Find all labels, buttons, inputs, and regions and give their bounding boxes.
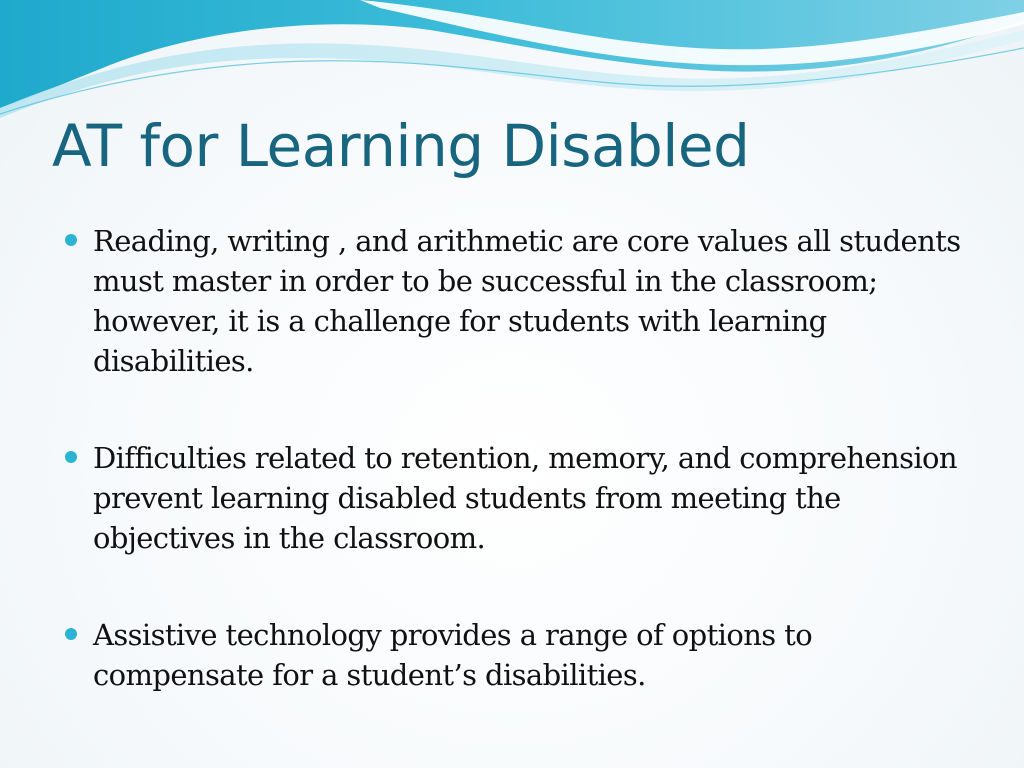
- bullet-text: Reading, writing , and arithmetic are core values all students must master in order to be successful in the classroom; however, it is a challenge for students with learning disabilities.: [93, 224, 961, 378]
- bullet-item: [62, 438, 962, 558]
- bullet-dot-icon: [65, 234, 77, 246]
- bullet-item: [62, 615, 962, 695]
- bullet-text: Assistive technology provides a range of options to compensate for a student’s disabilities.: [93, 618, 813, 692]
- bullet-text: Difficulties related to retention, memory, and comprehension prevent learning disabled students from meeting the objectives in the classroom.: [93, 441, 957, 555]
- slide-title: AT for Learning Disabled: [52, 112, 750, 180]
- bullet-dot-icon: [65, 451, 77, 463]
- bullet-item: [62, 221, 962, 381]
- bullet-dot-icon: [65, 628, 77, 640]
- bullet-list: [62, 221, 962, 695]
